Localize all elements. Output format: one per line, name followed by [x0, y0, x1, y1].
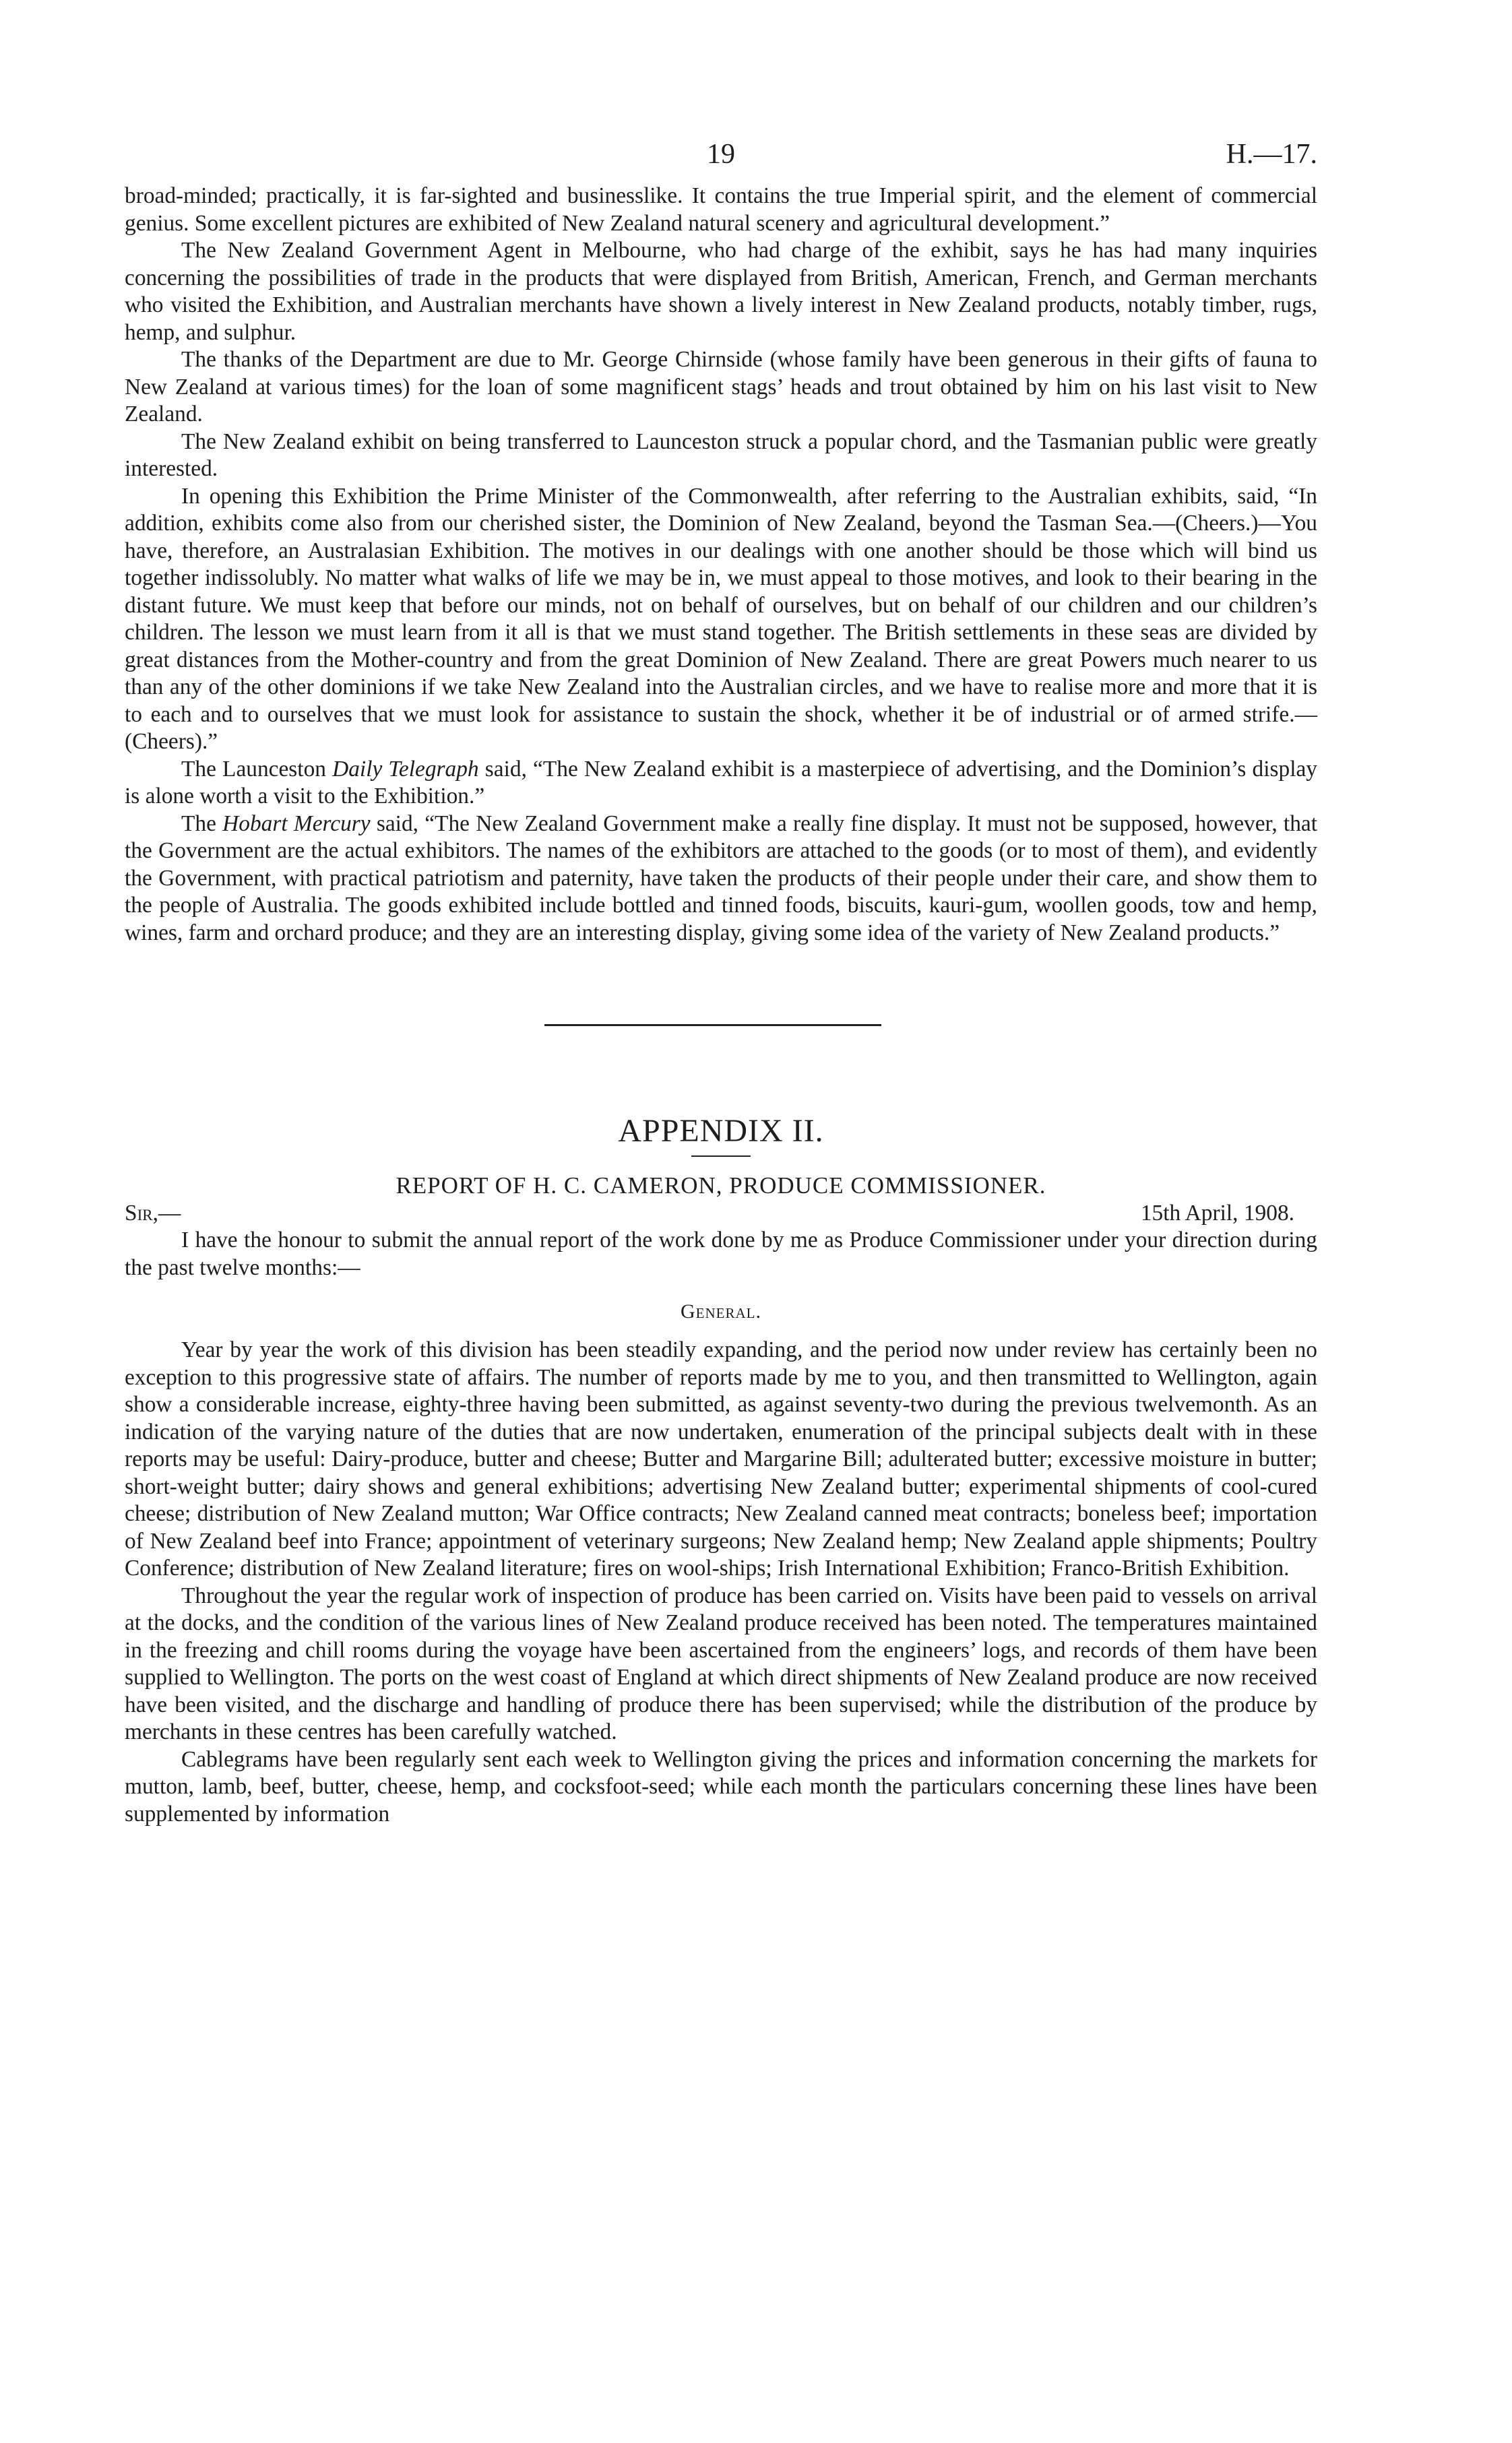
- appendix-section: [125, 1112, 1317, 1828]
- newspaper-name: Daily Telegraph: [332, 756, 479, 782]
- paragraph-thanks: The thanks of the Department are due to Mr. George Chirnside (whose family have been generous in their gifts of fauna to New Zealand at various times) for the loan of some magnificent stags’ heads and trout obtained by him on his last visit to New Zealand.: [125, 347, 1317, 426]
- paragraph-government-agent: The New Zealand Government Agent in Melbourne, who had charge of the exhibit, says he has had many inquiries concerning the possibilities of trade in the products that were displayed from British, American, French, and German merchants who visited the Exhibition, and Australian merchants have shown a lively interest in New Zealand products, notably timber, rugs, hemp, and sulphur.: [125, 238, 1317, 345]
- document-reference: H.—17.: [1226, 139, 1317, 170]
- paragraph-continuation: broad-minded; practically, it is far-sighted and businesslike. It contains the true Imperial spirit, and the element of commercial genius. Some excellent pictures are exhibited of New Zealand natural scenery and agricultural development.”: [125, 183, 1317, 236]
- mercury-before: The: [181, 811, 223, 836]
- salutation: Sir,—: [125, 1201, 181, 1226]
- opening-paragraph: I have the honour to submit the annual report of the work done by me as Produce Commissioner under your direction during the past twelve months:—: [125, 1228, 1317, 1280]
- intro-section: [125, 183, 1317, 947]
- document-page: [125, 138, 1317, 1828]
- section-heading: General.: [681, 1300, 761, 1323]
- paragraph-cablegrams: Cablegrams have been regularly sent each week to Wellington giving the prices and information concerning the markets for mutton, lamb, beef, butter, cheese, hemp, and cocksfoot-seed; while each month the particulars concerning these lines have been supplemented by information: [125, 1746, 1317, 1827]
- title-underline: [691, 1155, 751, 1157]
- page-number: 19: [707, 139, 735, 170]
- report-title: REPORT OF H. C. CAMERON, PRODUCE COMMISSIONER.: [396, 1172, 1046, 1199]
- report-date: 15th April, 1908.: [1140, 1201, 1294, 1226]
- salutation-row: [125, 1200, 1317, 1227]
- paragraph-daily-telegraph: [125, 756, 1317, 811]
- telegraph-before: The Launceston: [181, 756, 333, 782]
- mercury-after: said, “The New Zealand Government make a really fine display. It must not be supposed, however, that the Government are the actual exhibitors. The names of the exhibitors are attached to the goods (or to most of them), and evidently the Government, with practical patriotism and paternity, have taken the products of their people under their care, and show them to the people of Australia. The goods exhibited include bottled and tinned foods, biscuits, kauri-gum, woollen goods, tow and hemp, wines, farm and orchard produce; and they are an interesting display, giving some idea of the variety of New Zealand products.”: [125, 811, 1317, 945]
- section-divider: [544, 1024, 881, 1026]
- paragraph-year-by-year: Year by year the work of this division has been steadily expanding, and the period now under review has certainly been no exception to this progressive state of affairs. The number of reports made by me to you, and then transmitted to Wellington, again show a considerable increase, eighty-three having been submitted, as against seventy-two during the previous twelvemonth. As an indication of the varying nature of the duties that are now undertaken, enumeration of the principal subjects dealt with in these reports may be useful: Dairy-produce, butter and cheese; Butter and Margarine Bill; adulterated butter; excessive moisture in butter; short-weight butter; dairy shows and general exhibitions; advertising New Zealand butter; experimental shipments of cool-cured cheese; distribution of New Zealand mutton; War Office contracts; New Zealand canned meat contracts; boneless beef; importation of New Zealand beef into France; appointment of veterinary surgeons; New Zealand hemp; New Zealand apple shipments; Poultry Conference; distribution of New Zealand literature; fires on wool-ships; Irish International Exhibition; Franco-British Exhibition.: [125, 1337, 1317, 1581]
- paragraph-launceston: The New Zealand exhibit on being transferred to Launceston struck a popular chord, and the Tasmanian public were greatly interested.: [125, 429, 1317, 481]
- page-header: [125, 138, 1317, 183]
- newspaper-name: Hobart Mercury: [222, 811, 371, 836]
- paragraph-hobart-mercury: [125, 811, 1317, 947]
- telegraph-after: said, “The New Zealand exhibit is a masterpiece of advertising, and the Dominion’s display is alone worth a visit to the Exhibition.”: [125, 756, 1317, 808]
- appendix-title: APPENDIX II.: [618, 1113, 824, 1149]
- paragraph-inspection: Throughout the year the regular work of inspection of produce has been carried on. Visits have been paid to vessels on arrival at the docks, and the condition of the various lines of New Zealand produce received has been noted. The temperatures maintained in the freezing and chill rooms during the voyage have been ascertained from the engineers’ logs, and records of them have been supplied to Wellington. The ports on the west coast of England at which direct shipments of New Zealand produce are now received have been visited, and the discharge and handling of produce there has been supervised; while the distribution of the produce by merchants in these centres has been carefully watched.: [125, 1583, 1317, 1744]
- paragraph-prime-minister: In opening this Exhibition the Prime Minister of the Commonwealth, after referring to the Australian exhibits, said, “In addition, exhibits come also from our cherished sister, the Dominion of New Zealand, beyond the Tasman Sea.—(Cheers.)—You have, therefore, an Australasian Exhibition. The motives in our dealings with one another should be those which will bind us together indissolubly. No matter what walks of life we may be in, we must appeal to those motives, and look to their bearing in the distant future. We must keep that before our minds, not on behalf of ourselves, but on behalf of our children and our children’s children. The lesson we must learn from it all is that we must stand together. The British settlements in these seas are divided by great distances from the Mother-country and from the great Dominion of New Zealand. There are great Powers much nearer to us than any of the other dominions if we take New Zealand into the Australian circles, and we have to realise more and more that it is to each and to ourselves that we must look for assistance to sustain the shock, whether it be of industrial or of armed strife.—(Cheers).”: [125, 483, 1317, 754]
